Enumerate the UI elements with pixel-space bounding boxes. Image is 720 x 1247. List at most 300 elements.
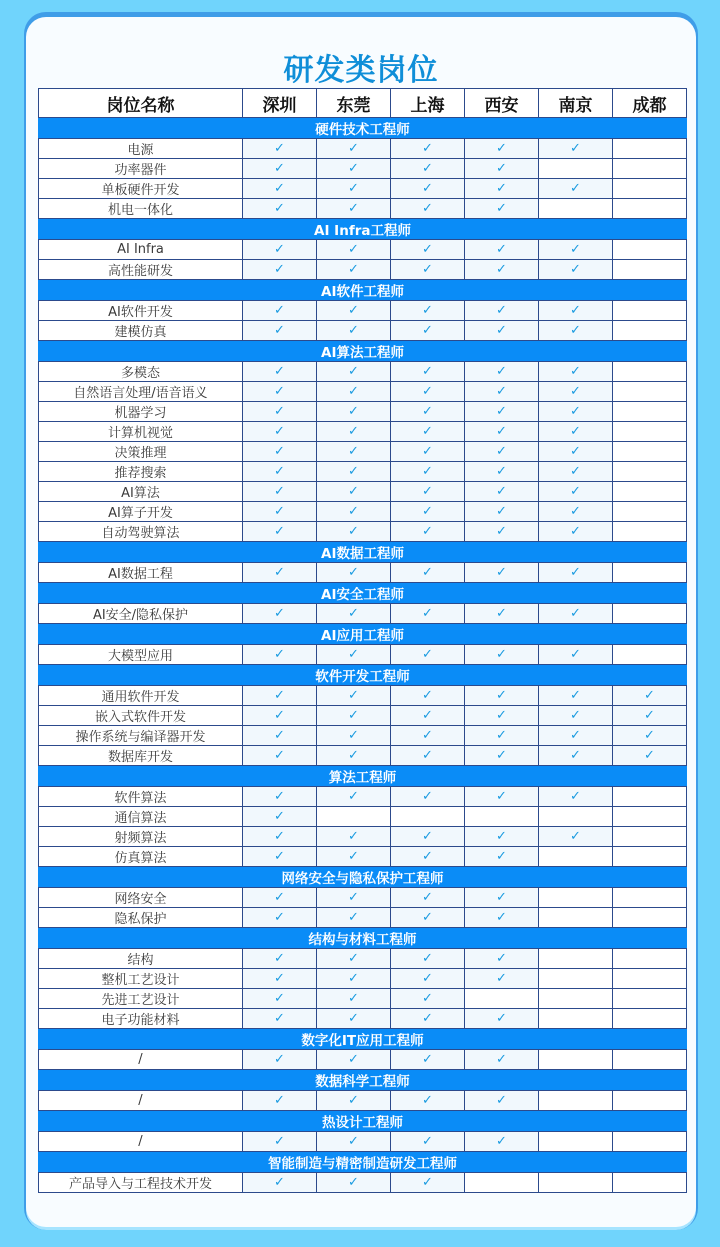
checkmark-icon: ✓	[243, 685, 317, 705]
checkmark-icon: ✓	[317, 907, 391, 927]
checkmark-icon: ✓	[317, 1172, 391, 1192]
checkmark-icon: ✓	[391, 988, 465, 1008]
position-name: 仿真算法	[39, 846, 243, 866]
header-city-shenzhen: 深圳	[243, 89, 317, 118]
category-row	[39, 866, 687, 887]
empty-cell	[613, 159, 687, 179]
checkmark-icon: ✓	[613, 745, 687, 765]
checkmark-icon: ✓	[243, 968, 317, 988]
category-label: 硬件技术工程师	[39, 118, 687, 139]
table-row	[39, 361, 687, 381]
table-row	[39, 1049, 687, 1069]
category-row	[39, 541, 687, 562]
empty-cell	[613, 501, 687, 521]
category-label: AI算法工程师	[39, 340, 687, 361]
checkmark-icon: ✓	[539, 603, 613, 623]
checkmark-icon: ✓	[317, 259, 391, 279]
table-row	[39, 948, 687, 968]
checkmark-icon: ✓	[391, 887, 465, 907]
checkmark-icon: ✓	[539, 361, 613, 381]
table-row	[39, 907, 687, 927]
category-row	[39, 1028, 687, 1049]
checkmark-icon: ✓	[391, 968, 465, 988]
position-name: AI安全/隐私保护	[39, 603, 243, 623]
checkmark-icon: ✓	[317, 441, 391, 461]
table-row	[39, 968, 687, 988]
checkmark-icon: ✓	[465, 461, 539, 481]
checkmark-icon: ✓	[243, 806, 317, 826]
table-row	[39, 381, 687, 401]
checkmark-icon: ✓	[391, 461, 465, 481]
checkmark-icon: ✓	[391, 948, 465, 968]
checkmark-icon: ✓	[391, 179, 465, 199]
checkmark-icon: ✓	[539, 644, 613, 664]
empty-cell	[613, 421, 687, 441]
positions-table	[38, 88, 687, 1193]
empty-cell	[539, 907, 613, 927]
checkmark-icon: ✓	[465, 685, 539, 705]
table-row	[39, 685, 687, 705]
header-city-nanjing: 南京	[539, 89, 613, 118]
checkmark-icon: ✓	[391, 603, 465, 623]
position-name: 电源	[39, 139, 243, 159]
checkmark-icon: ✓	[243, 907, 317, 927]
empty-cell	[613, 826, 687, 846]
category-row	[39, 1110, 687, 1131]
table-row	[39, 421, 687, 441]
checkmark-icon: ✓	[317, 361, 391, 381]
checkmark-icon: ✓	[465, 441, 539, 461]
checkmark-icon: ✓	[465, 786, 539, 806]
checkmark-icon: ✓	[243, 320, 317, 340]
empty-cell	[613, 240, 687, 260]
checkmark-icon: ✓	[317, 988, 391, 1008]
table-row	[39, 159, 687, 179]
checkmark-icon: ✓	[317, 461, 391, 481]
table-row	[39, 259, 687, 279]
position-name: 网络安全	[39, 887, 243, 907]
position-name: AI数据工程	[39, 562, 243, 582]
position-name: 单板硬件开发	[39, 179, 243, 199]
empty-cell	[613, 401, 687, 421]
checkmark-icon: ✓	[243, 1131, 317, 1151]
checkmark-icon: ✓	[243, 240, 317, 260]
checkmark-icon: ✓	[317, 481, 391, 501]
position-name: AI算子开发	[39, 501, 243, 521]
table-row	[39, 1172, 687, 1192]
empty-cell	[613, 320, 687, 340]
table-body	[39, 118, 687, 1193]
checkmark-icon: ✓	[465, 846, 539, 866]
empty-cell	[465, 1172, 539, 1192]
table-row	[39, 1131, 687, 1151]
empty-cell	[539, 159, 613, 179]
checkmark-icon: ✓	[243, 501, 317, 521]
table-row	[39, 521, 687, 541]
position-name: 机器学习	[39, 401, 243, 421]
checkmark-icon: ✓	[317, 501, 391, 521]
page-title: 研发类岗位	[283, 53, 439, 88]
table-row	[39, 603, 687, 623]
checkmark-icon: ✓	[317, 401, 391, 421]
checkmark-icon: ✓	[317, 179, 391, 199]
checkmark-icon: ✓	[317, 159, 391, 179]
position-name: 电子功能材料	[39, 1008, 243, 1028]
checkmark-icon: ✓	[391, 381, 465, 401]
category-row	[39, 279, 687, 300]
checkmark-icon: ✓	[539, 179, 613, 199]
empty-cell	[613, 887, 687, 907]
checkmark-icon: ✓	[317, 562, 391, 582]
table-row	[39, 887, 687, 907]
empty-cell	[539, 948, 613, 968]
checkmark-icon: ✓	[243, 441, 317, 461]
table-row	[39, 1090, 687, 1110]
checkmark-icon: ✓	[539, 705, 613, 725]
checkmark-icon: ✓	[317, 603, 391, 623]
table-row	[39, 240, 687, 260]
empty-cell	[613, 1172, 687, 1192]
checkmark-icon: ✓	[317, 705, 391, 725]
checkmark-icon: ✓	[243, 300, 317, 320]
position-name: 隐私保护	[39, 907, 243, 927]
checkmark-icon: ✓	[465, 320, 539, 340]
table-row	[39, 806, 687, 826]
checkmark-icon: ✓	[391, 907, 465, 927]
checkmark-icon: ✓	[243, 705, 317, 725]
position-name: 通信算法	[39, 806, 243, 826]
header-city-chengdu: 成都	[613, 89, 687, 118]
checkmark-icon: ✓	[539, 685, 613, 705]
checkmark-icon: ✓	[539, 725, 613, 745]
checkmark-icon: ✓	[317, 846, 391, 866]
position-name: 多模态	[39, 361, 243, 381]
checkmark-icon: ✓	[465, 421, 539, 441]
checkmark-icon: ✓	[243, 199, 317, 219]
table-row	[39, 401, 687, 421]
header-city-dongguan: 东莞	[317, 89, 391, 118]
empty-cell	[613, 179, 687, 199]
checkmark-icon: ✓	[465, 968, 539, 988]
checkmark-icon: ✓	[243, 725, 317, 745]
table-row	[39, 725, 687, 745]
empty-cell	[613, 259, 687, 279]
checkmark-icon: ✓	[317, 887, 391, 907]
empty-cell	[539, 887, 613, 907]
checkmark-icon: ✓	[243, 461, 317, 481]
empty-cell	[613, 521, 687, 541]
empty-cell	[465, 806, 539, 826]
position-name: 自然语言处理/语音语义	[39, 381, 243, 401]
checkmark-icon: ✓	[465, 887, 539, 907]
checkmark-icon: ✓	[317, 1008, 391, 1028]
checkmark-icon: ✓	[391, 1008, 465, 1028]
checkmark-icon: ✓	[539, 300, 613, 320]
checkmark-icon: ✓	[465, 826, 539, 846]
checkmark-icon: ✓	[243, 179, 317, 199]
checkmark-icon: ✓	[317, 320, 391, 340]
checkmark-icon: ✓	[465, 562, 539, 582]
empty-cell	[613, 481, 687, 501]
table-row	[39, 481, 687, 501]
checkmark-icon: ✓	[243, 846, 317, 866]
checkmark-icon: ✓	[391, 401, 465, 421]
empty-cell	[613, 907, 687, 927]
position-name: /	[39, 1131, 243, 1151]
empty-cell	[613, 846, 687, 866]
checkmark-icon: ✓	[391, 705, 465, 725]
table-row	[39, 846, 687, 866]
checkmark-icon: ✓	[317, 240, 391, 260]
checkmark-icon: ✓	[465, 521, 539, 541]
checkmark-icon: ✓	[391, 1049, 465, 1069]
checkmark-icon: ✓	[465, 948, 539, 968]
checkmark-icon: ✓	[243, 603, 317, 623]
empty-cell	[539, 1049, 613, 1069]
category-row	[39, 664, 687, 685]
checkmark-icon: ✓	[317, 685, 391, 705]
table-row	[39, 179, 687, 199]
checkmark-icon: ✓	[539, 481, 613, 501]
checkmark-icon: ✓	[539, 401, 613, 421]
checkmark-icon: ✓	[391, 1172, 465, 1192]
table-row	[39, 562, 687, 582]
checkmark-icon: ✓	[465, 481, 539, 501]
checkmark-icon: ✓	[317, 521, 391, 541]
checkmark-icon: ✓	[391, 199, 465, 219]
empty-cell	[391, 806, 465, 826]
checkmark-icon: ✓	[613, 705, 687, 725]
category-label: 网络安全与隐私保护工程师	[39, 866, 687, 887]
checkmark-icon: ✓	[243, 826, 317, 846]
checkmark-icon: ✓	[391, 1131, 465, 1151]
category-label: 软件开发工程师	[39, 664, 687, 685]
checkmark-icon: ✓	[465, 1049, 539, 1069]
checkmark-icon: ✓	[243, 159, 317, 179]
position-name: 高性能研发	[39, 259, 243, 279]
empty-cell	[539, 1008, 613, 1028]
checkmark-icon: ✓	[539, 240, 613, 260]
checkmark-icon: ✓	[391, 846, 465, 866]
checkmark-icon: ✓	[243, 361, 317, 381]
checkmark-icon: ✓	[465, 300, 539, 320]
category-label: 数字化IT应用工程师	[39, 1028, 687, 1049]
checkmark-icon: ✓	[243, 745, 317, 765]
checkmark-icon: ✓	[539, 745, 613, 765]
table-row	[39, 644, 687, 664]
table-row	[39, 199, 687, 219]
position-name: 射频算法	[39, 826, 243, 846]
position-name: 决策推理	[39, 441, 243, 461]
category-label: 算法工程师	[39, 765, 687, 786]
checkmark-icon: ✓	[317, 745, 391, 765]
checkmark-icon: ✓	[465, 139, 539, 159]
checkmark-icon: ✓	[317, 968, 391, 988]
position-name: 机电一体化	[39, 199, 243, 219]
checkmark-icon: ✓	[317, 725, 391, 745]
checkmark-icon: ✓	[243, 1008, 317, 1028]
position-name: 功率器件	[39, 159, 243, 179]
checkmark-icon: ✓	[539, 421, 613, 441]
checkmark-icon: ✓	[243, 1090, 317, 1110]
checkmark-icon: ✓	[613, 685, 687, 705]
table-row	[39, 441, 687, 461]
checkmark-icon: ✓	[243, 139, 317, 159]
checkmark-icon: ✓	[391, 826, 465, 846]
position-name: 嵌入式软件开发	[39, 705, 243, 725]
empty-cell	[613, 644, 687, 664]
checkmark-icon: ✓	[539, 320, 613, 340]
checkmark-icon: ✓	[465, 240, 539, 260]
checkmark-icon: ✓	[243, 1049, 317, 1069]
empty-cell	[613, 562, 687, 582]
checkmark-icon: ✓	[243, 521, 317, 541]
checkmark-icon: ✓	[465, 1090, 539, 1110]
checkmark-icon: ✓	[391, 240, 465, 260]
checkmark-icon: ✓	[317, 1131, 391, 1151]
checkmark-icon: ✓	[391, 320, 465, 340]
checkmark-icon: ✓	[465, 907, 539, 927]
empty-cell	[539, 846, 613, 866]
position-name: 先进工艺设计	[39, 988, 243, 1008]
checkmark-icon: ✓	[391, 685, 465, 705]
checkmark-icon: ✓	[317, 1049, 391, 1069]
checkmark-icon: ✓	[391, 644, 465, 664]
checkmark-icon: ✓	[465, 725, 539, 745]
category-row	[39, 1069, 687, 1090]
empty-cell	[539, 1131, 613, 1151]
category-row	[39, 118, 687, 139]
empty-cell	[613, 300, 687, 320]
category-row	[39, 582, 687, 603]
checkmark-icon: ✓	[465, 179, 539, 199]
checkmark-icon: ✓	[465, 199, 539, 219]
empty-cell	[613, 603, 687, 623]
category-label: AI软件工程师	[39, 279, 687, 300]
checkmark-icon: ✓	[391, 139, 465, 159]
checkmark-icon: ✓	[391, 259, 465, 279]
checkmark-icon: ✓	[465, 644, 539, 664]
checkmark-icon: ✓	[243, 644, 317, 664]
category-label: 结构与材料工程师	[39, 927, 687, 948]
position-name: AI算法	[39, 481, 243, 501]
table-row	[39, 826, 687, 846]
empty-cell	[317, 806, 391, 826]
empty-cell	[613, 1131, 687, 1151]
category-label: 热设计工程师	[39, 1110, 687, 1131]
checkmark-icon: ✓	[391, 159, 465, 179]
empty-cell	[613, 461, 687, 481]
checkmark-icon: ✓	[539, 826, 613, 846]
header-city-xian: 西安	[465, 89, 539, 118]
checkmark-icon: ✓	[317, 381, 391, 401]
table-row	[39, 705, 687, 725]
checkmark-icon: ✓	[317, 421, 391, 441]
checkmark-icon: ✓	[391, 300, 465, 320]
checkmark-icon: ✓	[391, 725, 465, 745]
empty-cell	[613, 968, 687, 988]
position-name: AI Infra	[39, 240, 243, 260]
checkmark-icon: ✓	[465, 361, 539, 381]
checkmark-icon: ✓	[317, 139, 391, 159]
checkmark-icon: ✓	[465, 259, 539, 279]
checkmark-icon: ✓	[243, 1172, 317, 1192]
empty-cell	[539, 988, 613, 1008]
checkmark-icon: ✓	[243, 381, 317, 401]
checkmark-icon: ✓	[243, 401, 317, 421]
checkmark-icon: ✓	[391, 562, 465, 582]
header-city-shanghai: 上海	[391, 89, 465, 118]
checkmark-icon: ✓	[539, 521, 613, 541]
checkmark-icon: ✓	[317, 300, 391, 320]
position-name: 推荐搜索	[39, 461, 243, 481]
checkmark-icon: ✓	[391, 421, 465, 441]
checkmark-icon: ✓	[539, 259, 613, 279]
checkmark-icon: ✓	[539, 562, 613, 582]
checkmark-icon: ✓	[391, 481, 465, 501]
category-label: 数据科学工程师	[39, 1069, 687, 1090]
position-name: 数据库开发	[39, 745, 243, 765]
checkmark-icon: ✓	[317, 786, 391, 806]
checkmark-icon: ✓	[465, 603, 539, 623]
table-row	[39, 501, 687, 521]
empty-cell	[539, 1090, 613, 1110]
table-row	[39, 461, 687, 481]
checkmark-icon: ✓	[539, 461, 613, 481]
checkmark-icon: ✓	[465, 401, 539, 421]
category-row	[39, 623, 687, 644]
checkmark-icon: ✓	[391, 441, 465, 461]
empty-cell	[613, 441, 687, 461]
checkmark-icon: ✓	[317, 644, 391, 664]
category-row	[39, 927, 687, 948]
checkmark-icon: ✓	[465, 501, 539, 521]
table-row	[39, 988, 687, 1008]
category-label: AI数据工程师	[39, 541, 687, 562]
checkmark-icon: ✓	[391, 501, 465, 521]
empty-cell	[613, 786, 687, 806]
checkmark-icon: ✓	[539, 501, 613, 521]
position-name: 结构	[39, 948, 243, 968]
empty-cell	[613, 806, 687, 826]
checkmark-icon: ✓	[243, 887, 317, 907]
position-name: AI软件开发	[39, 300, 243, 320]
position-name: 计算机视觉	[39, 421, 243, 441]
checkmark-icon: ✓	[243, 421, 317, 441]
empty-cell	[613, 139, 687, 159]
checkmark-icon: ✓	[465, 159, 539, 179]
empty-cell	[539, 199, 613, 219]
position-name: 自动驾驶算法	[39, 521, 243, 541]
position-name: 大模型应用	[39, 644, 243, 664]
checkmark-icon: ✓	[243, 786, 317, 806]
table-row	[39, 786, 687, 806]
checkmark-icon: ✓	[539, 139, 613, 159]
empty-cell	[613, 988, 687, 1008]
checkmark-icon: ✓	[391, 786, 465, 806]
position-name: 通用软件开发	[39, 685, 243, 705]
empty-cell	[539, 806, 613, 826]
empty-cell	[613, 199, 687, 219]
position-name: 产品导入与工程技术开发	[39, 1172, 243, 1192]
empty-cell	[539, 1172, 613, 1192]
category-label: 智能制造与精密制造研发工程师	[39, 1151, 687, 1172]
position-name: /	[39, 1090, 243, 1110]
checkmark-icon: ✓	[539, 441, 613, 461]
category-row	[39, 765, 687, 786]
empty-cell	[613, 1049, 687, 1069]
checkmark-icon: ✓	[243, 259, 317, 279]
